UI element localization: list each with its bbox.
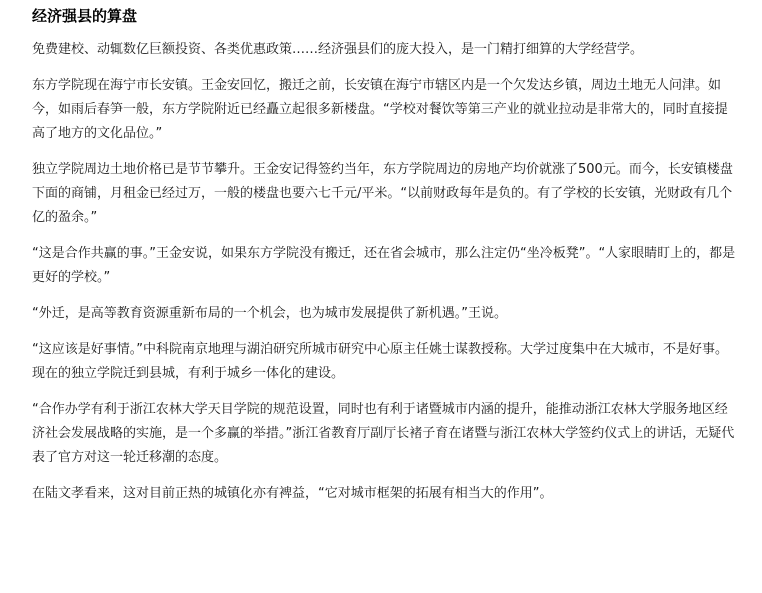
article-paragraph-4: “这是合作共赢的事。”王金安说，如果东方学院没有搬迁，还在省会城市，那么注定仍“坐冷板凳”。“人家眼睛盯上的，都是更好的学校。” <box>32 246 736 285</box>
article-paragraph-3: 独立学院周边土地价格已是节节攀升。王金安记得签约当年，东方学院周边的房地产均价就涨了500元。而今，长安镇楼盘下面的商铺，月租金已经过万，一般的楼盘也要六七千元/平米。“以前财政每年是负的。有了学校的长安镇，光财政有几个亿的盈余。” <box>32 162 733 225</box>
article-paragraph-1: 免费建校、动辄数亿巨额投资、各类优惠政策……经济强县们的庞大投入，是一门精打细算的大学经营学。 <box>32 42 644 57</box>
article-paragraph-2: 东方学院现在海宁市长安镇。王金安回忆，搬迁之前，长安镇在海宁市辖区内是一个欠发达乡镇，周边土地无人问津。如今，如雨后春笋一般，东方学院附近已经矗立起很多新楼盘。“学校对餐饮等第三产业的就业拉动是非常大的，同时直接提高了地方的文化品位。” <box>32 78 728 141</box>
article-paragraph-5: “外迁，是高等教育资源重新布局的一个机会，也为城市发展提供了新机遇。”王说。 <box>32 306 507 321</box>
article-paragraph-7: “合作办学有利于浙江农林大学天目学院的规范设置，同时也有利于诸暨城市内涵的提升，能推动浙江农林大学服务地区经济社会发展战略的实施，是一个多赢的举措。”浙江省教育厅副厅长褚子育在诸暨与浙江农林大学签约仪式上的讲话，无疑代表了官方对这一轮迁移潮的态度。 <box>32 402 735 465</box>
article-title: 经济强县的算盘 <box>32 7 138 25</box>
article-paragraph-6: “这应该是好事情。”中科院南京地理与湖泊研究所城市研究中心原主任姚士谋教授称。大学过度集中在大城市，不是好事。现在的独立学院迁到县城，有利于城乡一体化的建设。 <box>32 342 728 381</box>
article-paragraph-8: 在陆文孝看来，这对目前正热的城镇化亦有裨益，“它对城市框架的拓展有相当大的作用”。 <box>32 486 553 501</box>
